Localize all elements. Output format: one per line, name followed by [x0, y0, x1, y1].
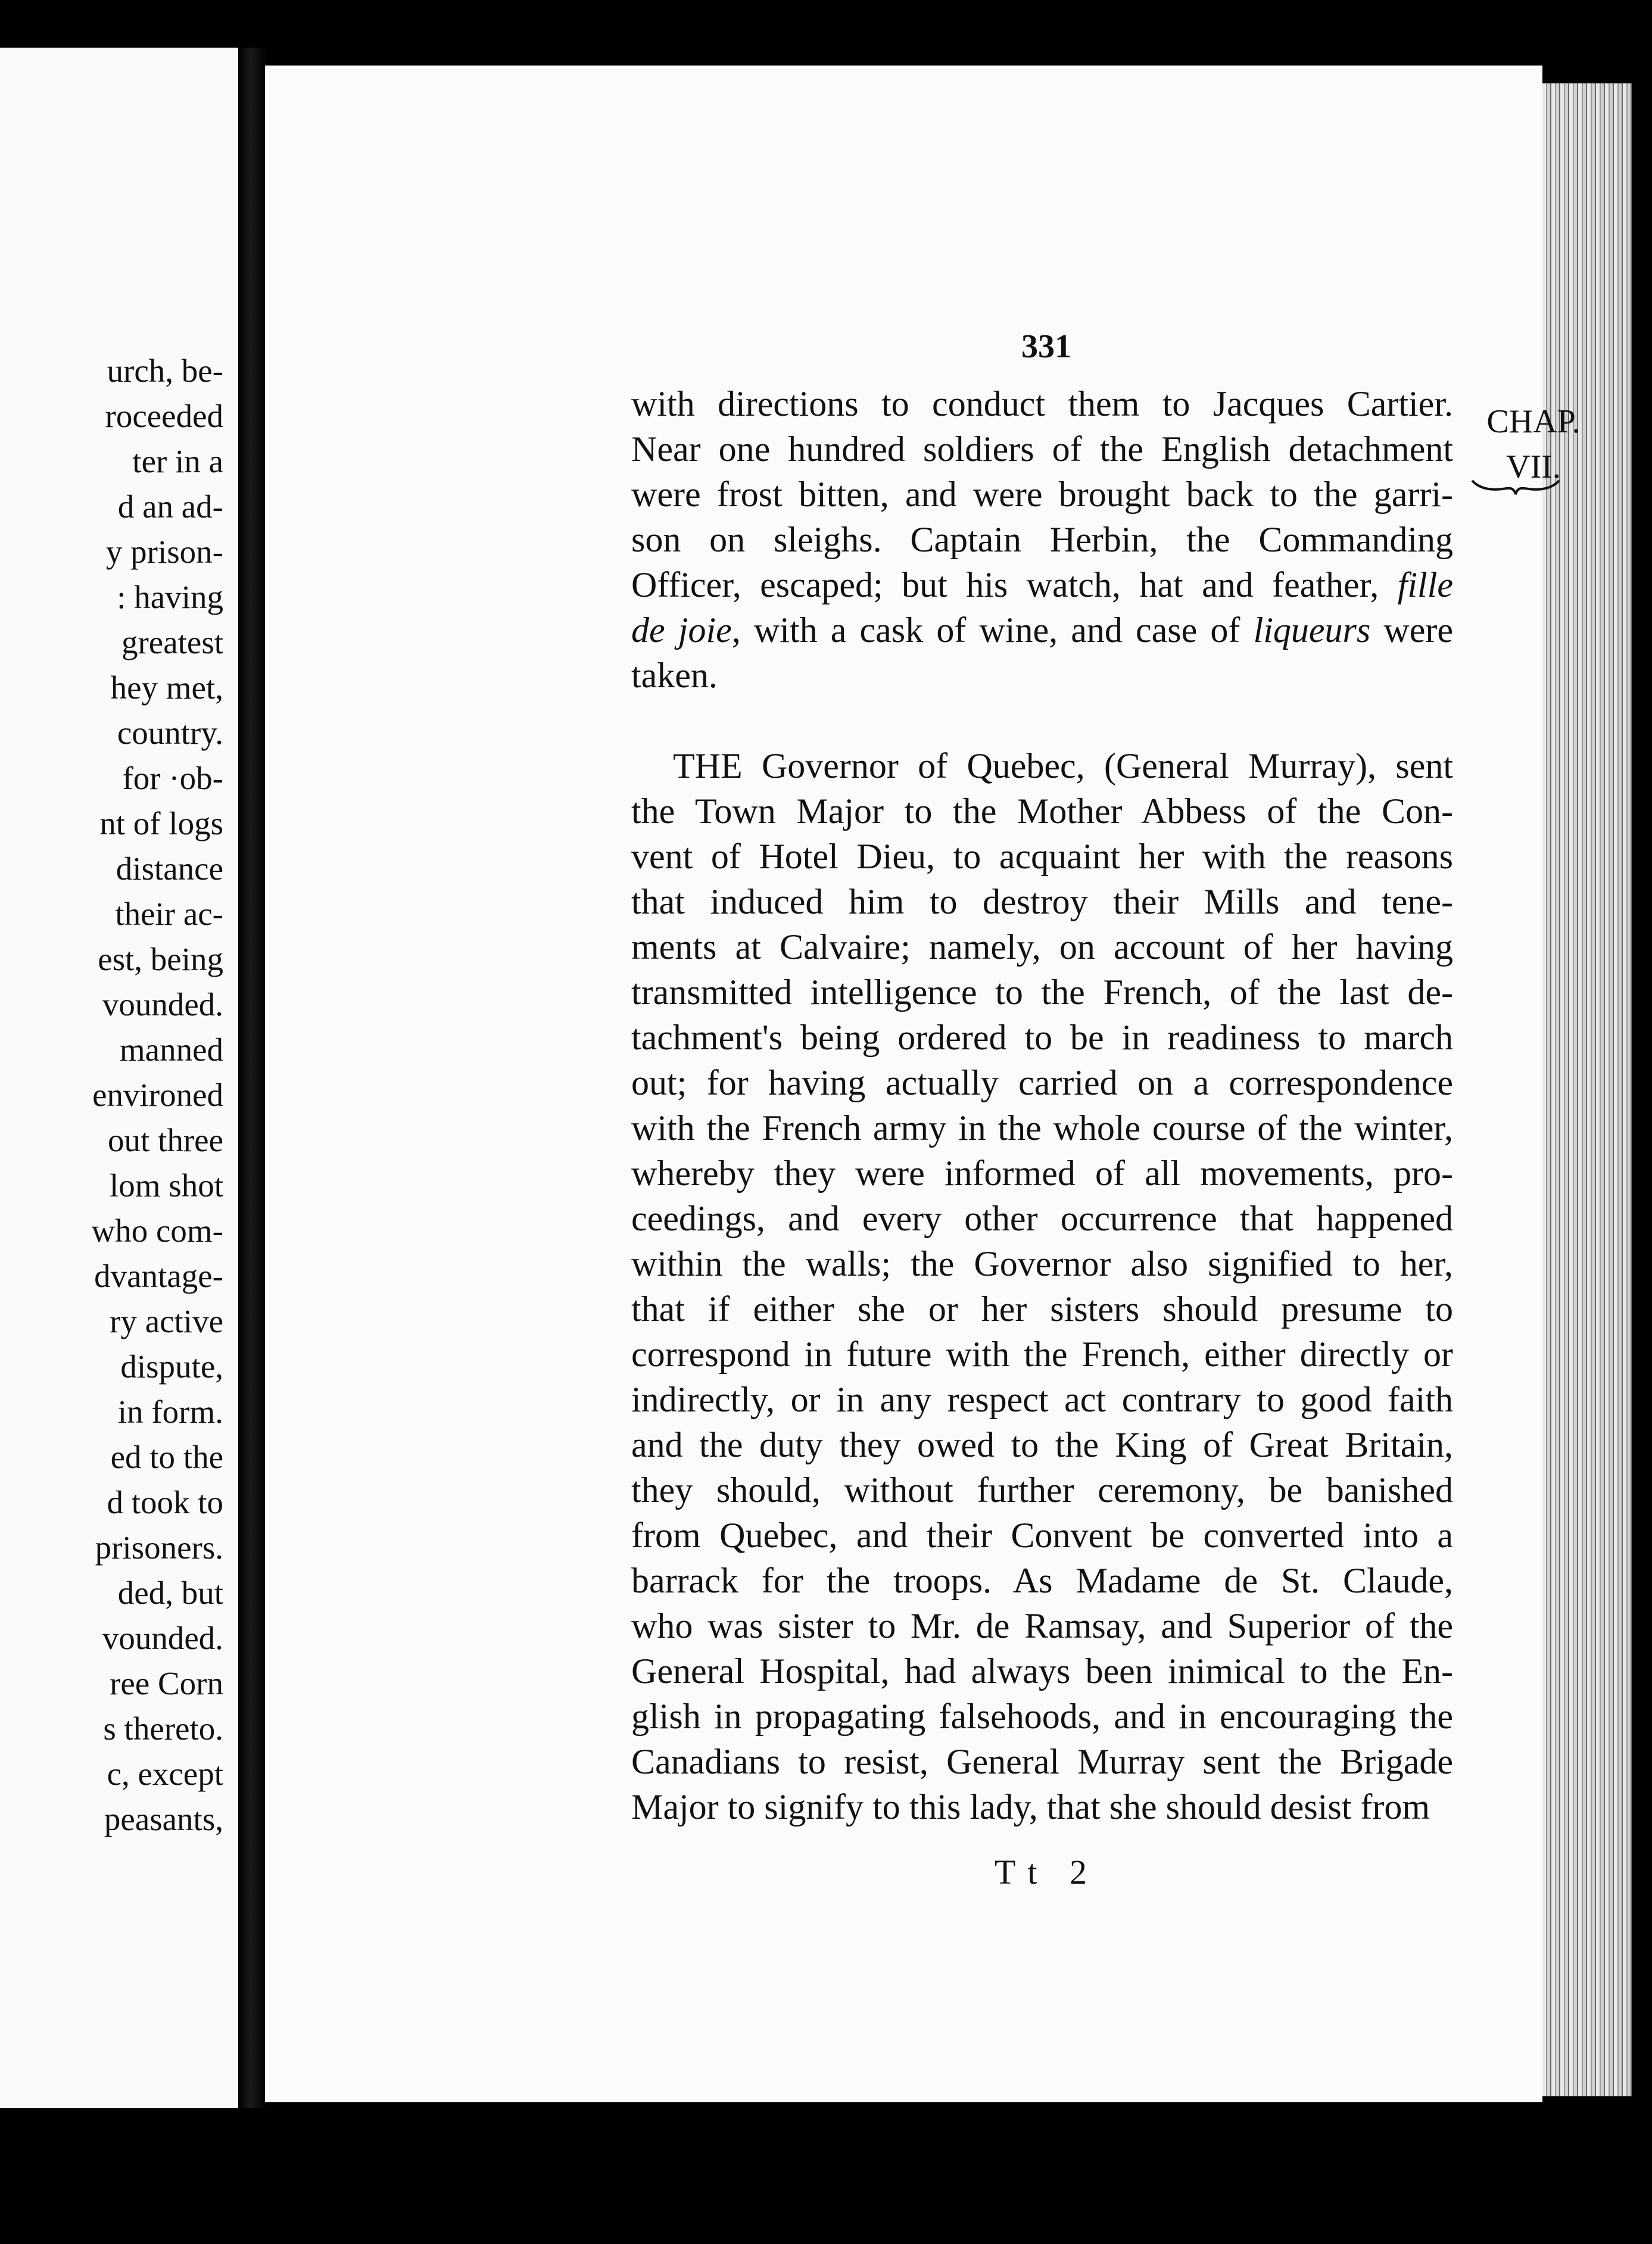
left-page-line: distance [116, 850, 223, 887]
left-page-line: lom shot [110, 1167, 223, 1204]
text-line: ments at Calvaire; namely, on account of her having [631, 927, 1453, 967]
chapter-number: VII. [1506, 448, 1561, 485]
left-page-line: their ac- [115, 896, 223, 932]
left-page-line: roceeded [105, 398, 223, 434]
left-page-line: for ·ob- [122, 760, 223, 796]
text-line: de joie, with a cask of wine, and case of liqueurs were [631, 610, 1453, 650]
left-page-line: ed to the [110, 1439, 223, 1475]
text-line: with the French army in the whole course of the winter, [631, 1108, 1453, 1148]
left-page-line: urch, be- [107, 353, 223, 389]
left-page-line: prisoners. [95, 1529, 223, 1566]
text-line: and the duty they owed to the King of Great Britain, [631, 1425, 1453, 1464]
left-page-line: country. [117, 715, 223, 751]
left-page-line: d took to [107, 1484, 223, 1520]
text-line: ceedings, and every other occurrence that happened [631, 1199, 1453, 1238]
chapter-margin-note [1465, 399, 1602, 490]
left-page-line: manned [119, 1031, 223, 1068]
text-line: THE Governor of Quebec, (General Murray), sent [673, 746, 1453, 786]
left-page-line: d an ad- [117, 488, 223, 525]
text-line: taken. [631, 656, 718, 695]
left-page-line: ter in a [132, 443, 223, 479]
left-page-text-column [0, 348, 223, 1842]
text-line: barrack for the troops. As Madame de St. Claude, [631, 1561, 1453, 1600]
text-line: out; for having actually carried on a correspondence [631, 1063, 1453, 1102]
left-page-line: vounded. [102, 1620, 223, 1656]
text-line: tachment's being ordered to be in readiness to march [631, 1018, 1453, 1057]
text-line: correspond in future with the French, either directly or [631, 1335, 1453, 1374]
book-page [265, 66, 1581, 2102]
text-line: General Hospital, had always been inimical to the En- [631, 1651, 1453, 1691]
left-page-line: s thereto. [103, 1710, 223, 1747]
text-line: with directions to conduct them to Jacques Cartier. [631, 384, 1453, 423]
text-line: Near one hundred soldiers of the English detachment [631, 429, 1453, 469]
left-page-line: dvantage- [94, 1258, 223, 1294]
text-line: that induced him to destroy their Mills and tene- [631, 882, 1453, 921]
text-line: Officer, escaped; but his watch, hat and feather, fille [631, 565, 1453, 604]
left-page-line: out three [108, 1122, 223, 1158]
paragraph-2 [631, 743, 1453, 1830]
left-page-line: in form. [117, 1394, 223, 1430]
left-page-line: : having [117, 579, 223, 615]
chapter-label: CHAP. [1486, 403, 1581, 440]
left-page-line: peasants, [104, 1801, 223, 1837]
text-line: whereby they were informed of all movements, pro- [631, 1154, 1453, 1193]
left-page-line: y prison- [105, 534, 223, 570]
brace-ornament [1471, 478, 1560, 495]
left-page-line: nt of logs [99, 805, 223, 842]
left-page-line: est, being [98, 941, 223, 977]
text-line: glish in propagating falsehoods, and in encouraging the [631, 1697, 1453, 1736]
left-page-line: vounded. [102, 986, 223, 1023]
paragraph-lead-word: THE [673, 746, 743, 786]
left-page-line: ry active [110, 1303, 223, 1339]
left-page-line: hey met, [110, 669, 223, 706]
text-line: Canadians to resist, General Murray sent the Brigade [631, 1742, 1453, 1781]
text-line: the Town Major to the Mother Abbess of the Con- [631, 791, 1453, 831]
left-page-line: environed [92, 1077, 223, 1113]
text-line: were frost bitten, and were brought back to the garri- [631, 475, 1453, 514]
signature-mark: Tt 2 [995, 1853, 1099, 1891]
paragraph-1 [631, 381, 1453, 698]
text-line: that if either she or her sisters should presume to [631, 1289, 1453, 1329]
text-line: Major to signify to this lady, that she should desist from [631, 1787, 1430, 1827]
left-page-line: dispute, [120, 1348, 223, 1385]
left-page-line: who com- [91, 1213, 223, 1249]
text-line: from Quebec, and their Convent be converted into a [631, 1516, 1453, 1555]
text-line: son on sleighs. Captain Herbin, the Commanding [631, 520, 1453, 559]
left-page-line: greatest [121, 624, 223, 660]
page-number: 331 [1021, 328, 1071, 365]
text-line: indirectly, or in any respect act contrary to good faith [631, 1380, 1453, 1419]
page-body [631, 381, 1453, 1830]
left-facing-page [0, 48, 238, 2108]
left-page-line: ree Corn [110, 1665, 223, 1701]
text-line: transmitted intelligence to the French, of the last de- [631, 973, 1453, 1012]
text-line: they should, without further ceremony, be banished [631, 1470, 1453, 1510]
text-line: who was sister to Mr. de Ramsay, and Superior of the [631, 1606, 1453, 1645]
text-line: vent of Hotel Dieu, to acquaint her with the reasons [631, 837, 1453, 876]
book-gutter [238, 48, 268, 2108]
left-page-line: ded, but [117, 1575, 223, 1611]
text-line: within the walls; the Governor also signified to her, [631, 1244, 1453, 1283]
left-page-line: c, except [107, 1756, 223, 1792]
